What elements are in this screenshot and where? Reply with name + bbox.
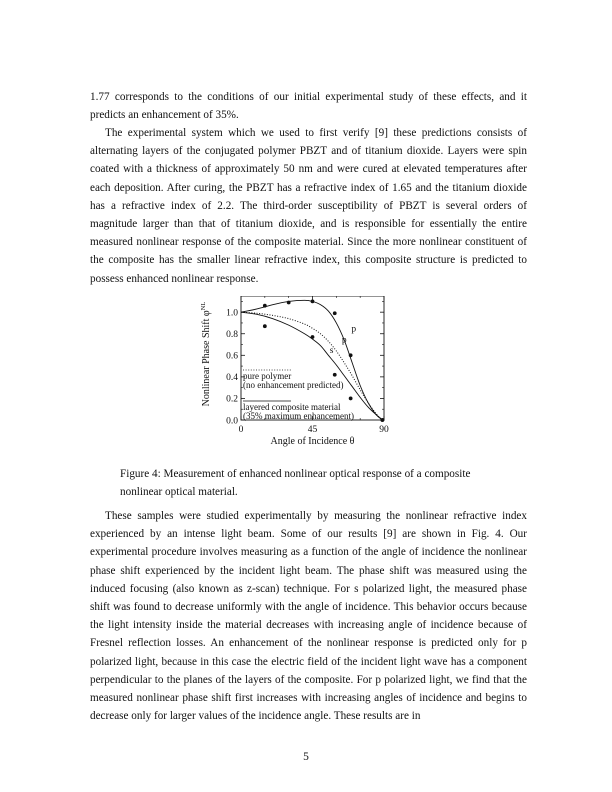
paragraph-2: The experimental system which we used to first verify [9] these predictions consists of alternating layers of the conjugated polymer PBZT and of titanium dioxide. Layers were spin coated with a thickness of approximately 50 nm and were cured at elevated temperatures after each deposition. After curing, the PBZT has a refractive index of 1.65 and the titanium dioxide has a refractive index of 2.2. The third-order susceptibility of PBZT is several orders of magnitude larger than that of titanium dioxide, and is responsible for essentially the entire measured nonlinear response of the composite material. Since the more nonlinear constituent of the composite has the smaller linear refractive index, this composite structure is predicted to possess enhanced nonlinear response. — [90, 127, 527, 285]
figure-4-chart — [198, 296, 408, 460]
data-point-p — [263, 304, 267, 308]
y-tick-label: 0.2 — [226, 394, 238, 405]
y-axis-title — [200, 302, 212, 407]
data-point-p — [349, 353, 353, 357]
figure-caption: Figure 4: Measurement of enhanced nonlinear optical response of a composite nonlinear optical material. — [120, 468, 471, 498]
x-tick-label: 0 — [238, 425, 244, 435]
curve-label-p: p — [351, 324, 357, 335]
y-axis-title-text: Nonlinear Phase Shift φ — [201, 310, 212, 407]
paragraph-1: 1.77 corresponds to the conditions of our initial experimental study of these effects, and it predicts an enhancement of 35%. — [90, 91, 527, 122]
data-point-p — [311, 299, 315, 303]
data-point-s — [349, 397, 353, 401]
paragraph-3: These samples were studied experimentally by measuring the nonlinear refractive index experienced by an intense light beam. Some of our results [9] are shown in Fig. 4. Our experimental procedure involves measuring as a function of the angle of incidence the nonlinear phase shift experienced by the incident light beam. The phase shift was measured using the induced focusing (also known as z-scan) technique. For s polarized light, the measured phase shift was found to decrease uniformly with the angle of incidence. This behavior occurs because the light intensity inside the material decreases with increasing angle of incidence because of Fresnel reflection losses. An enhancement of the nonlinear response is predicted only for p polarized light, because in this case the electric field of the incident light wave has a component perpendicular to the planes of the layers of the composite. For p polarized light, we find that the measured nonlinear phase shift first increases with increasing angles of incidence and begins to decrease only for larger values of the incidence angle. These results are in — [90, 510, 527, 723]
y-tick-label: 0.4 — [226, 373, 238, 384]
y-tick-label: 0.8 — [226, 330, 238, 341]
y-axis-title-superscript: NL — [200, 301, 207, 311]
data-point-p — [333, 311, 337, 315]
data-point-p — [287, 301, 291, 305]
x-tick-label: 45 — [307, 425, 318, 435]
curve-label-p: p — [341, 335, 347, 346]
curve-label-s: s — [329, 346, 334, 357]
x-tick-label: 90 — [379, 425, 389, 435]
data-point-s — [263, 324, 267, 328]
legend-text: (35% maximum enhancement) — [243, 411, 354, 421]
data-point-s — [333, 373, 337, 377]
y-tick-label: 0.0 — [226, 416, 238, 427]
legend-text: (no enhancement predicted) — [243, 380, 344, 390]
legend-text: layered composite material — [243, 402, 341, 412]
data-point-s — [311, 335, 315, 339]
page-number: 5 — [303, 751, 309, 763]
legend-text: pure polymer — [243, 371, 292, 381]
x-axis-title: Angle of Incidence θ — [270, 436, 355, 447]
y-tick-label: 1.0 — [226, 308, 238, 319]
y-tick-label: 0.6 — [226, 351, 238, 362]
